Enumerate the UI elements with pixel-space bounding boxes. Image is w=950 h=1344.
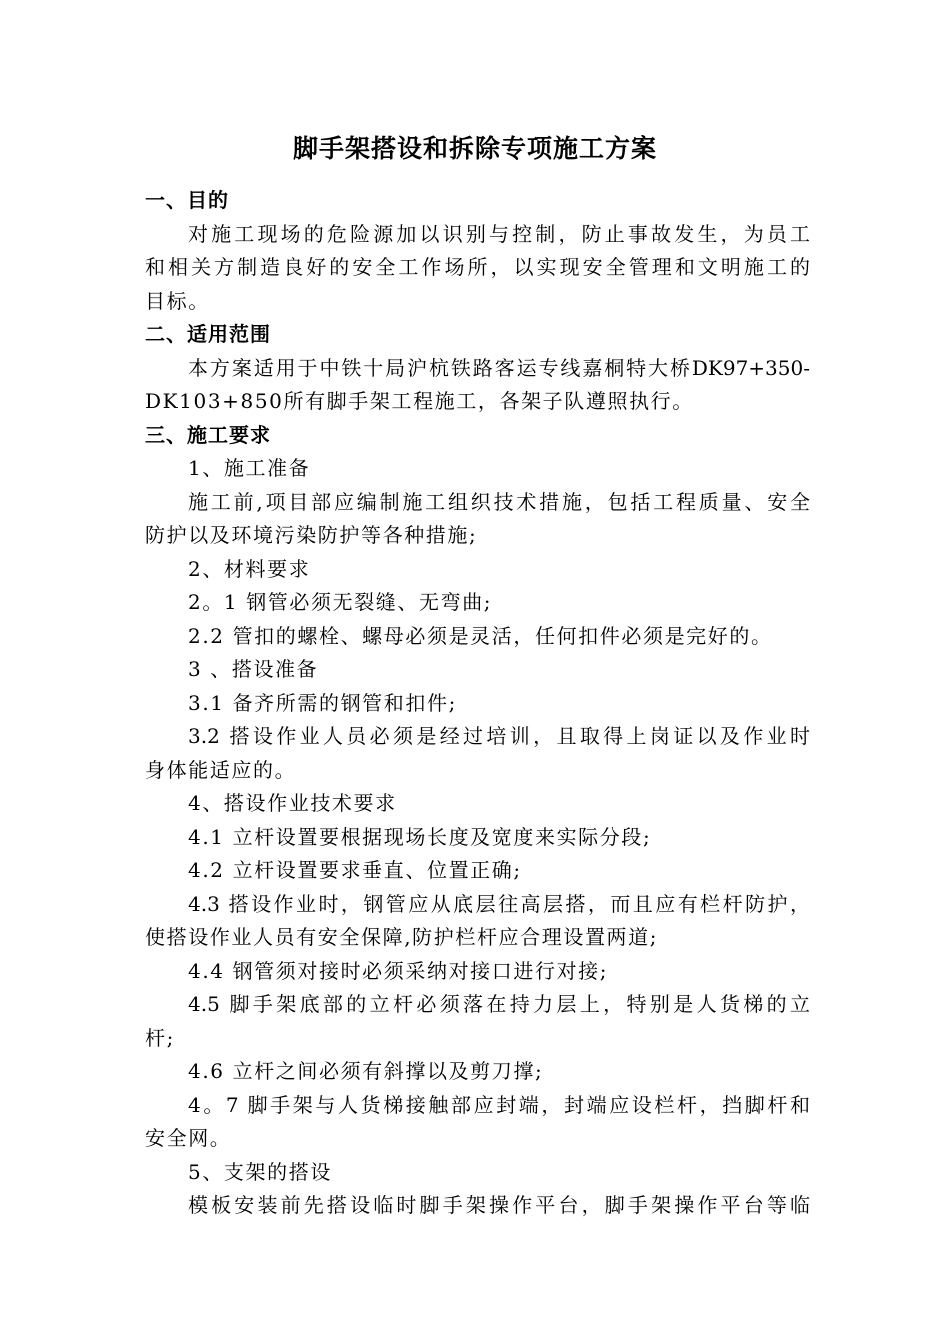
list-item: 4.6 立杆之间必须有斜撑以及剪刀撑; <box>188 1059 544 1083</box>
subsection-heading: 1、施工准备 <box>188 456 311 480</box>
paragraph-line: 防护以及环境污染防护等各种措施; <box>145 523 478 547</box>
list-item: 4。7 脚手架与人货梯接触部应封端，封端应设栏杆，挡脚杆和 <box>188 1092 810 1117</box>
paragraph-line: 本方案适用于中铁十局沪杭铁路客运专线嘉桐特大桥DK97+350- <box>188 355 810 380</box>
section-heading-purpose: 一、目的 <box>145 188 229 212</box>
section-heading-requirements: 三、施工要求 <box>145 422 271 447</box>
list-item: 4.5 脚手架底部的立杆必须落在持力层上，特别是人货梯的立 <box>188 992 810 1016</box>
subsection-heading: 2、材料要求 <box>188 556 311 581</box>
subsection-heading: 5、支架的搭设 <box>188 1159 332 1184</box>
paragraph-line: 使搭设作业人员有安全保障,防护栏杆应合理设置两道; <box>145 925 659 949</box>
paragraph-line: 目标。 <box>145 288 210 313</box>
paragraph-line: 和相关方制造良好的安全工作场所，以实现安全管理和文明施工的 <box>145 255 810 279</box>
list-item: 4.4 钢管须对接时必须采纳对接口进行对接; <box>188 958 609 983</box>
paragraph-line: 安全网。 <box>145 1126 232 1150</box>
document-body <box>145 184 810 1223</box>
paragraph-line: 施工前,项目部应编制施工组织技术措施，包括工程质量、安全 <box>188 489 810 514</box>
paragraph-line: 杆; <box>145 1025 175 1050</box>
subsection-heading: 3 、搭设准备 <box>188 657 319 681</box>
list-item: 2.2 管扣的螺栓、螺母必须是灵活，任何扣件必须是完好的。 <box>188 623 773 648</box>
list-item: 3.1 备齐所需的钢管和扣件; <box>188 690 457 715</box>
paragraph-line: DK103+850所有脚手架工程施工，各架子队遵照执行。 <box>145 389 694 413</box>
paragraph-line: 模板安装前先搭设临时脚手架操作平台，脚手架操作平台等临 <box>188 1193 810 1217</box>
document-title: 脚手架搭设和拆除专项施工方案 <box>292 134 657 163</box>
list-item: 3.2 搭设作业人员必须是经过培训，且取得上岗证以及作业时 <box>188 724 810 748</box>
list-item: 4.1 立杆设置要根据现场长度及宽度来实际分段; <box>188 824 652 849</box>
paragraph-line: 对施工现场的危险源加以识别与控制，防止事故发生，为员工 <box>188 221 810 246</box>
list-item: 4.3 搭设作业时，钢管应从底层往高层搭，而且应有栏杆防护， <box>188 891 810 916</box>
paragraph-line: 身体能适应的。 <box>145 757 297 782</box>
list-item: 2。1 钢管必须无裂缝、无弯曲; <box>188 590 493 614</box>
subsection-heading: 4、搭设作业技术要求 <box>188 791 397 815</box>
section-heading-scope: 二、适用范围 <box>145 322 271 346</box>
list-item: 4.2 立杆设置要求垂直、位置正确; <box>188 858 522 882</box>
